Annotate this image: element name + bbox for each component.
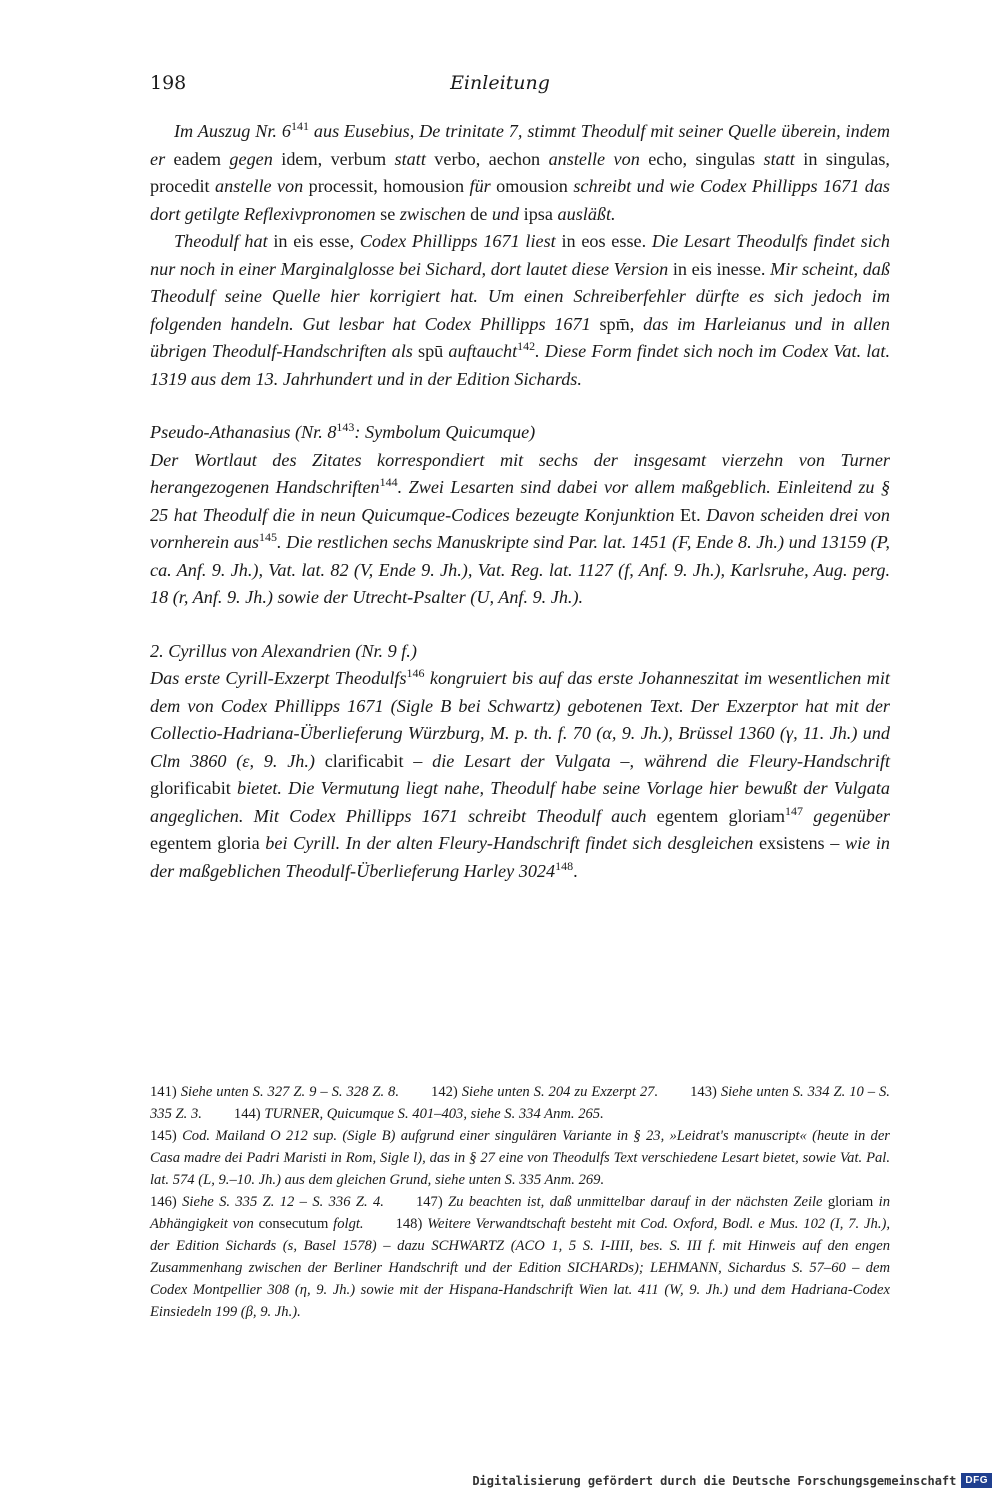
footnote-number: 147) bbox=[415, 1194, 443, 1210]
footnote-text: Weitere Verwandtschaft besteht mit Cod. Oxford, Bodl. e Mus. 102 (I, 7. Jh.), der Edition Sichards (s, Basel 1578) – dazu SCHWARTZ (ACO 1, 5 S. I-IIII, bes. S. III f. mit Hinweis auf den engen Zusammenhang zwischen der Berliner Handschrift und der Edition SICHARDs); LEHMANN, Sichardus S. 57–60 – dem Codex Montpellier 308 (η, 9. Jh.) sowie mit der Hispana-Handschrift Wien lat. 411 (W, 9. Jh.) und dem Hadriana-Codex Einsiedeln 199 (β, 9. Jh.). bbox=[150, 1216, 890, 1320]
footnote-number: 143) bbox=[690, 1084, 717, 1100]
footnote-number: 141) bbox=[150, 1084, 177, 1100]
footnote-number: 142) bbox=[431, 1084, 458, 1100]
footnote-number: 144) bbox=[233, 1106, 261, 1122]
paragraph-pseudo-athanasius: Der Wortlaut des Zitates korrespondiert mit sechs der insgesamt vierzehn von Turner herangezogenen Handschriften$^{144}$. Zwei Lesarten sind dabei vor allem maßgeblich. Einleitend zu § 25 hat Theodulf die in neun Quicumque-Codices bezeugte Konjunktion Et. Davon scheiden drei von vornherein aus$^{145}$. Die restlichen sechs Manuskripte sind Par. lat. 1451 (F, Ende 8. Jh.) und 13159 (P, ca. Anf. 9. Jh.), Vat. lat. 82 (V, Ende 9. Jh.), Vat. Reg. lat. 1127 (f, Anf. 9. Jh.), Karlsruhe, Aug. perg. 18 (r, Anf. 9. Jh.) sowie der Utrecht-Psalter (U, Anf. 9. Jh.). bbox=[150, 449, 890, 607]
dfg-logo: DFG bbox=[961, 1473, 992, 1488]
paragraph-eusebius: Im Auszug Nr. $6^{141}$ aus Eusebius, De trinitate 7, stimmt Theodulf mit seiner Quelle überein, indem er eadem gegen idem, verbum statt verbo, aechon anstelle von echo, singulas statt in singulas, procedit anstelle von processit, homousion für omousion schreibt und wie Codex Phillipps 1671 das dort getilgte Reflexivpronomen se zwischen de und ipsa ausläßt. bbox=[150, 118, 890, 224]
footnote-ref: 143 bbox=[336, 419, 355, 434]
main-text bbox=[150, 118, 890, 885]
footnote-text: Siehe unten S. 327 Z. 9 – S. 328 Z. 8. bbox=[180, 1084, 400, 1100]
footnote-ref: 141 bbox=[290, 118, 309, 133]
footnote-number: 148) bbox=[395, 1216, 423, 1232]
section-heading-pseudo-athanasius: Pseudo-Athanasius (Nr. $8^{143}$: Symbolum Quicumque) bbox=[150, 419, 536, 442]
running-title: Einleitung bbox=[450, 72, 550, 94]
footnote-text: Siehe unten S. 334 Z. 10 – S. 335 Z. 3. bbox=[150, 1084, 890, 1122]
footnotes bbox=[150, 1081, 890, 1323]
paragraph-cyrillus: Das erste Cyrill-Exzerpt Theodulfs$^{146}$ kongruiert bis auf das erste Johanneszitat im wesentlichen mit dem von Codex Phillipps 1671 (Sigle B bei Schwartz) gebotenen Text. Der Exzerptor hat mit der Collectio-Hadriana-Überlieferung Würzburg, M. p. th. f. 70 (α, 9. Jh.), Brüssel 1360 (γ, 11. Jh.) und Clm 3860 (ε, 9. Jh.) clarificabit – die Lesart der Vulgata –, während die Fleury-Handschrift glorificabit bietet. Die Vermutung liegt nahe, Theodulf habe seine Vorlage hier bewußt der Vulgata angeglichen. Mit Codex Phillipps 1671 schreibt Theodulf auch egentem gloriam$^{147}$ gegenüber egentem gloria bei Cyrill. In der alten Fleury-Handschrift findet sich desgleichen exsistens – wie in der maßgeblichen Theodulf-Überlieferung Harley 3024$^{148}$. bbox=[150, 665, 891, 881]
page-number: 198 bbox=[150, 72, 187, 94]
footnote-text: Cod. Mailand O 212 sup. (Sigle B) aufgrund einer singulären Variante in § 23, »Leidrat's manuscript« (heute in der Casa madre dei Padri Maristi in Rom, Sigle l), das in § 27 eine von Theodulfs Text verschiedene Lesart bietet, sowie Vat. Pal. lat. 574 (L, 9.–10. Jh.) aus dem gleichen Grund, siehe unten S. 335 Anm. 269. bbox=[150, 1128, 890, 1188]
footnote-ref: 144 bbox=[379, 474, 398, 489]
footnote-ref: 142 bbox=[517, 338, 536, 353]
footnote-ref: 145 bbox=[259, 529, 278, 544]
footnote-number: 146) bbox=[150, 1194, 177, 1210]
section-heading-cyrillus: 2. Cyrillus von Alexandrien (Nr. 9 f.) bbox=[150, 640, 417, 661]
footnote-text: Siehe unten S. 204 zu Exzerpt 27. bbox=[461, 1084, 659, 1100]
footnote-ref: 148 bbox=[555, 858, 574, 873]
paragraph-theodulf-correction: Theodulf hat in eis esse, Codex Phillipps 1671 liest in eos esse. Die Lesart Theodulfs findet sich nur noch in einer Marginalglosse bei Sichard, dort lautet diese Version in eis inesse. Mir scheint, daß Theodulf seine Quelle hier korrigiert hat. Um einen Schreiberfehler dürfte es sich jedoch im folgenden handeln. Gut lesbar hat Codex Phillipps 1671 spm̄, das im Harleianus und in allen übrigen Theodulf-Handschriften als spū auftaucht$^{142}$. Diese Form findet sich noch im Codex Vat. lat. 1319 aus dem 13. Jahrhundert und in der Edition Sichards. bbox=[150, 231, 890, 389]
footnote-ref: 146 bbox=[406, 665, 425, 680]
footnote-text: TURNER, Quicumque S. 401–403, siehe S. 334 Anm. 265. bbox=[264, 1106, 604, 1122]
footnote-block: 141) Siehe unten S. 327 Z. 9 – S. 328 Z. 8. 142) Siehe unten S. 204 zu Exzerpt 27. 143) Siehe unten S. 334 Z. 10 – S. 335 Z. 3. 144) TURNER, Quicumque S. 401–403, siehe S. 334 Anm. 265. 145) Cod. Mailand O 212 sup. (Sigle B) aufgrund einer singulären Variante in § 23, »Leidrat's manuscript« (heute in der Casa madre dei Padri Maristi in Rom, Sigle l), das in § 27 eine von Theodulfs Text verschiedene Lesart bietet, sowie Vat. Pal. lat. 574 (L, 9.–10. Jh.) aus dem gleichen Grund, siehe unten S. 335 Anm. 269. 146) Siehe S. 335 Z. 12 – S. 336 Z. 4. 147) Zu beachten ist, daß unmittelbar darauf in der nächsten Zeile gloriam in Abhängigkeit von consecutum folgt. 148) Weitere Verwandtschaft besteht mit Cod. Oxford, Bodl. e Mus. 102 (I, 7. Jh.), der Edition Sichards (s, Basel 1578) – dazu SCHWARTZ (ACO 1, 5 S. I-IIII, bes. S. III f. mit Hinweis auf den engen Zusammenhang zwischen der Berliner Handschrift und der Edition SICHARDs); LEHMANN, Sichardus S. 57–60 – dem Codex Montpellier 308 (η, 9. Jh.) sowie mit der Hispana-Handschrift Wien lat. 411 (W, 9. Jh.) und dem Hadriana-Codex Einsiedeln 199 (β, 9. Jh.). bbox=[150, 1084, 890, 1320]
digitization-footer bbox=[472, 1473, 992, 1488]
footnote-number: 145) bbox=[150, 1128, 177, 1144]
footnote-ref: 147 bbox=[785, 803, 804, 818]
footnote-text: Siehe S. 335 Z. 12 – S. 336 Z. 4. bbox=[182, 1194, 384, 1210]
digitization-note: Digitalisierung gefördert durch die Deutsche Forschungsgemeinschaft bbox=[472, 1473, 957, 1488]
